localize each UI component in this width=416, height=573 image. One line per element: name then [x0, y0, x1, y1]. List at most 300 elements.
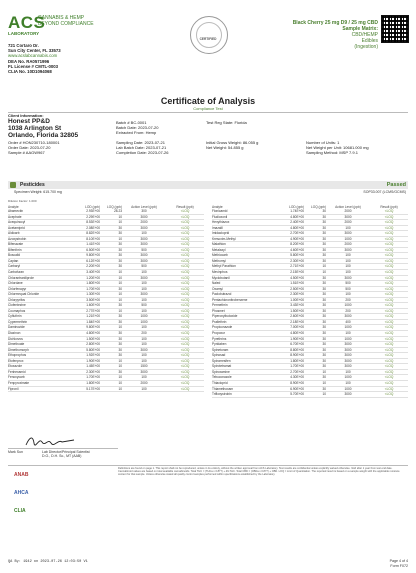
action-level-cell: 300 — [122, 209, 166, 214]
result-cell: <LOQ — [370, 342, 408, 348]
table-row — [8, 386, 204, 392]
sample-number: Sample # AAGW967 — [8, 150, 45, 155]
qa-signature-line: QA By: 1942 on 2023-07-26 12:03:50 V1 — [8, 560, 88, 564]
action-level-cell: 2000 — [326, 220, 370, 226]
lod-cell: 8.90E+00 — [274, 353, 304, 359]
analyte-cell: Dimethoate — [8, 342, 70, 348]
action-level-cell: 100 — [122, 231, 166, 237]
analyte-cell: Oxamyl — [212, 286, 274, 292]
lod-cell: 5.80E+00 — [274, 253, 304, 259]
result-cell: <LOQ — [370, 286, 408, 292]
result-cell: <LOQ — [370, 303, 408, 309]
analyte-cell: Carbofuran — [8, 270, 70, 276]
result-cell: <LOQ — [166, 292, 204, 298]
result-cell: <LOQ — [370, 231, 408, 237]
action-level-cell: 100 — [122, 358, 166, 364]
result-cell: <LOQ — [370, 275, 408, 281]
analyte-cell: Piperonylbutoxide — [212, 314, 274, 320]
lab-address — [8, 43, 61, 74]
result-cell: <LOQ — [370, 270, 408, 276]
batch-block — [116, 120, 158, 135]
loq-cell: 30 — [304, 319, 326, 325]
result-cell: <LOQ — [370, 253, 408, 259]
result-cell: <LOQ — [166, 325, 204, 331]
loq-cell: 30 — [100, 247, 122, 253]
action-level-cell: 3000 — [122, 369, 166, 375]
section-header-bar — [8, 181, 408, 189]
loq-cell: 30 — [304, 358, 326, 364]
analyte-cell: Propiconazole — [212, 325, 274, 331]
lod-cell: 5.17E+00 — [70, 386, 100, 392]
analyte-cell: Chlorfenapyr — [8, 286, 70, 292]
dates-block — [116, 140, 168, 155]
action-level-cell: 1000 — [122, 314, 166, 320]
lod-cell: 1.00E+00 — [274, 297, 304, 303]
analyte-cell: Trifloxystrobin — [212, 392, 274, 398]
loq-cell: 10 — [304, 264, 326, 270]
analyte-cell: Spinetoram — [212, 347, 274, 353]
col-analyte: Analyte — [212, 204, 223, 209]
result-cell: <LOQ — [370, 220, 408, 226]
loq-cell: 30 — [304, 325, 326, 331]
result-cell: <LOQ — [370, 358, 408, 364]
analyte-cell: Dichlorvos — [8, 336, 70, 342]
analyte-cell: Cyfluthrin — [8, 314, 70, 320]
tagline-2: BEYOND COMPLIANCE — [38, 21, 94, 27]
tagline-1: CANNABIS & HEMP — [38, 15, 85, 21]
result-cell: <LOQ — [370, 353, 408, 359]
loq-cell: 30 — [100, 253, 122, 259]
analyte-cell: Hexythiazox — [212, 220, 274, 226]
lab-logo-sub: LABORATORY — [8, 31, 40, 36]
loq-cell: 30 — [100, 314, 122, 320]
loq-cell: 10 — [100, 275, 122, 281]
weights-block — [206, 140, 258, 150]
result-cell: <LOQ — [370, 242, 408, 248]
loq-cell: 30 — [304, 225, 326, 231]
loq-cell: 30 — [304, 220, 326, 226]
loq-cell: 10 — [304, 392, 326, 398]
loq-cell: 30 — [304, 364, 326, 370]
action-level-cell: 100 — [122, 286, 166, 292]
lod-cell: 8.80E+00 — [274, 347, 304, 353]
analyte-cell: Acequinocyl — [8, 220, 70, 226]
loq-cell: 30 — [304, 297, 326, 303]
analyte-cell: Chlormequat Chloride — [8, 292, 70, 298]
lod-cell: 1.50E+00 — [70, 336, 100, 342]
action-level-cell: 500 — [326, 286, 370, 292]
action-level-cell: 500 — [326, 281, 370, 287]
loq-cell: 30 — [100, 264, 122, 270]
lod-cell: 2.15E+00 — [274, 270, 304, 276]
analyte-cell: Etoxazole — [8, 364, 70, 370]
col-action-level: Action Level (ppb) — [131, 204, 157, 209]
result-cell: <LOQ — [166, 386, 204, 392]
action-level-cell: 100 — [122, 270, 166, 276]
client-order-block — [8, 140, 60, 155]
loq-cell: 30 — [304, 375, 326, 381]
loq-cell: 30 — [100, 369, 122, 375]
client-info-label: Client Information: — [8, 113, 44, 118]
section-title: Pesticides — [20, 182, 45, 188]
lod-cell: 4.60E+00 — [274, 247, 304, 253]
result-cell: <LOQ — [166, 336, 204, 342]
loq-cell: 10 — [304, 369, 326, 375]
signer-name: Mark Sun — [8, 450, 23, 454]
analyte-cell: Pyrethrins — [212, 336, 274, 342]
lod-cell: 3.40E+00 — [70, 270, 100, 276]
result-cell: <LOQ — [166, 264, 204, 270]
qr-code-icon[interactable] — [381, 15, 409, 43]
analyte-cell: Fenoxycarb — [8, 375, 70, 381]
lod-cell: 2.93E+00 — [70, 209, 100, 214]
lod-cell: 2.30E+00 — [274, 258, 304, 264]
result-cell: <LOQ — [166, 331, 204, 337]
analyte-cell: Chlorpyrifos — [8, 297, 70, 303]
analyte-cell: Daminozide — [8, 325, 70, 331]
result-cell: <LOQ — [166, 358, 204, 364]
action-level-cell: 3000 — [122, 214, 166, 220]
action-level-cell: 3000 — [122, 347, 166, 353]
lod-cell: 1.90E+00 — [274, 336, 304, 342]
result-cell: <LOQ — [166, 297, 204, 303]
loq-cell: 30 — [304, 275, 326, 281]
lod-cell: 1.70E+00 — [70, 375, 100, 381]
loq-cell: 30 — [304, 286, 326, 292]
action-level-cell: 500 — [122, 264, 166, 270]
analyte-cell: Fipronil — [8, 386, 70, 392]
lod-cell: 2.30E+00 — [274, 292, 304, 298]
loq-cell: 10 — [100, 220, 122, 226]
lod-cell: 2.80E+00 — [70, 342, 100, 348]
analyte-cell: Pentachloronitrobenzene — [212, 297, 274, 303]
action-level-cell: 100 — [326, 331, 370, 337]
result-cell: <LOQ — [166, 258, 204, 264]
lod-cell: 2.18E+00 — [274, 319, 304, 325]
result-cell: <LOQ — [166, 253, 204, 259]
analyte-cell: Spiroxamine — [212, 369, 274, 375]
loq-cell: 30 — [100, 336, 122, 342]
lab-batch-date: Lab Batch Date: 2023-07-21 — [116, 145, 167, 150]
action-level-cell: 3000 — [326, 231, 370, 237]
result-cell: <LOQ — [370, 314, 408, 320]
sampling-date: Sampling Date: 2023-07-21 — [116, 140, 165, 145]
extracted-from: Extracted From: Hemp — [116, 130, 157, 135]
sampling-method: Sampling Method: MSP 7.9.1 — [306, 150, 358, 155]
analyte-cell: Captan — [8, 258, 70, 264]
action-level-cell: 2000 — [122, 220, 166, 226]
lab-logo: ACS — [8, 13, 46, 32]
loq-cell: 10 — [100, 325, 122, 331]
lod-cell: 4.80E+00 — [274, 331, 304, 337]
result-cell: <LOQ — [166, 286, 204, 292]
product-name: Black Cherry 25 mg D9 / 25 mg CBD — [292, 20, 378, 26]
action-level-cell: 3000 — [122, 292, 166, 298]
sop-reference: SOP33.007 (LCMS/GCMS) — [363, 190, 406, 194]
lod-cell: 2.70E+00 — [274, 231, 304, 237]
action-level-cell: 3000 — [122, 253, 166, 259]
matrix-3: (Ingestion) — [354, 44, 378, 50]
result-cell: <LOQ — [166, 231, 204, 237]
loq-cell: 30 — [100, 286, 122, 292]
loq-cell: 30 — [304, 336, 326, 342]
result-cell: <LOQ — [166, 380, 204, 386]
action-level-cell: 3000 — [326, 314, 370, 320]
action-level-cell: 1000 — [326, 236, 370, 242]
lod-cell: 4.80E+00 — [274, 214, 304, 220]
loq-cell: 30 — [304, 314, 326, 320]
lod-cell: 1.50E+00 — [274, 308, 304, 314]
loq-cell: 30 — [304, 247, 326, 253]
col-action-level: Action Level (ppb) — [335, 204, 361, 209]
analyte-cell: Flonicamid — [212, 209, 274, 214]
loq-cell: 10 — [100, 358, 122, 364]
result-cell: <LOQ — [166, 220, 204, 226]
result-cell: <LOQ — [370, 225, 408, 231]
pesticides-table-left — [8, 202, 204, 392]
result-cell: <LOQ — [166, 319, 204, 325]
report-subtitle: Compliance Test — [193, 106, 223, 111]
analyte-cell: Permethrin — [212, 303, 274, 309]
action-level-cell: 3000 — [326, 392, 370, 398]
action-level-cell: 3000 — [326, 247, 370, 253]
lod-cell: 1.92E+00 — [70, 353, 100, 359]
lod-cell: 2.60E+00 — [274, 314, 304, 320]
result-cell: <LOQ — [370, 281, 408, 287]
lod-cell: 2.40E+00 — [274, 220, 304, 226]
signer-title — [42, 450, 90, 458]
lod-cell: 5.70E+00 — [274, 392, 304, 398]
loq-cell: 30 — [304, 347, 326, 353]
loq-cell: 30 — [100, 353, 122, 359]
page-number — [360, 559, 408, 568]
lod-cell: 1.20E+00 — [70, 275, 100, 281]
loq-cell: 30 — [304, 308, 326, 314]
analyte-cell: Diazinon — [8, 331, 70, 337]
result-cell: <LOQ — [370, 308, 408, 314]
analyte-cell: Paclobutrazol — [212, 292, 274, 298]
loq-cell: 10 — [304, 380, 326, 386]
loq-cell: 30 — [304, 342, 326, 348]
client-street: 1038 Arlington St — [8, 125, 62, 132]
client-company: Honest PP&D — [8, 118, 50, 125]
table-header-row — [8, 202, 204, 209]
lod-cell: 1.90E+00 — [70, 358, 100, 364]
result-cell: <LOQ — [370, 297, 408, 303]
loq-cell: 10 — [100, 380, 122, 386]
lod-cell: 4.90E+00 — [274, 236, 304, 242]
lod-cell: 1.30E+00 — [70, 292, 100, 298]
analyte-cell: Fludioxonil — [212, 214, 274, 220]
action-level-cell: 200 — [326, 308, 370, 314]
lod-cell: 1.84E+00 — [70, 319, 100, 325]
analyte-cell: Boscalid — [8, 253, 70, 259]
analyte-cell: Naled — [212, 281, 274, 287]
loq-cell: 10 — [100, 214, 122, 220]
pesticides-table-right — [212, 202, 408, 398]
loq-cell: 30 — [100, 231, 122, 237]
anab-logo: ANAB — [14, 472, 29, 478]
lod-cell: 3.43E+00 — [274, 303, 304, 309]
result-cell: <LOQ — [370, 380, 408, 386]
loq-cell: 30 — [304, 253, 326, 259]
result-cell: <LOQ — [370, 392, 408, 398]
action-level-cell: 2000 — [122, 380, 166, 386]
action-level-cell: 500 — [122, 303, 166, 309]
result-cell: <LOQ — [370, 247, 408, 253]
page-label: Page 4 of 4 — [389, 559, 408, 563]
result-cell: <LOQ — [370, 375, 408, 381]
loq-cell: 30 — [304, 242, 326, 248]
analyte-cell: Fenhexamid — [8, 369, 70, 375]
loq-cell: 30 — [304, 386, 326, 392]
analyte-cell: Mevinphos — [212, 270, 274, 276]
specimen-weight: Specimen Weight: 615.700 mg — [14, 190, 62, 194]
form-number: Form F072 — [390, 563, 408, 568]
lod-cell: 4.30E+00 — [274, 375, 304, 381]
result-cell: <LOQ — [166, 236, 204, 242]
analyte-cell: Fenpyroximate — [8, 380, 70, 386]
action-level-cell: 3000 — [122, 258, 166, 264]
action-level-cell: 100 — [326, 380, 370, 386]
lod-cell: 4.50E+00 — [274, 275, 304, 281]
analyte-cell: Pyridaben — [212, 342, 274, 348]
analyte-cell: Chlordane — [8, 281, 70, 287]
report-title: Certificate of Analysis — [160, 96, 256, 106]
analyte-cell: Spinosad — [212, 353, 274, 359]
result-cell: <LOQ — [370, 336, 408, 342]
lod-cell: 8.20E+00 — [274, 242, 304, 248]
action-level-cell: 100 — [326, 264, 370, 270]
lod-cell: 2.77E+00 — [70, 308, 100, 314]
result-cell: <LOQ — [370, 292, 408, 298]
result-cell: <LOQ — [166, 369, 204, 375]
loq-cell: 30 — [304, 258, 326, 264]
dilution-factor: Dilution Factor: 1.000 — [8, 199, 37, 203]
analyte-cell: Carbaryl — [8, 264, 70, 270]
action-level-cell: 1500 — [122, 364, 166, 370]
loq-cell: 30 — [304, 331, 326, 337]
action-level-cell: 100 — [326, 369, 370, 375]
result-cell: <LOQ — [166, 308, 204, 314]
action-level-cell: 200 — [326, 297, 370, 303]
result-cell: <LOQ — [370, 258, 408, 264]
signature-rule — [8, 448, 118, 449]
lod-cell: 8.53E+00 — [70, 220, 100, 226]
result-cell: <LOQ — [166, 225, 204, 231]
lod-cell: 4.80E+00 — [274, 225, 304, 231]
action-level-cell: 100 — [326, 253, 370, 259]
matrix-1: CBD/HEMP — [351, 32, 378, 38]
analyte-cell: Imidacloprid — [212, 231, 274, 237]
action-level-cell: 200 — [122, 331, 166, 337]
loq-cell: 30 — [100, 258, 122, 264]
action-level-cell: 100 — [326, 270, 370, 276]
table-header-row — [212, 202, 408, 209]
loq-cell: 30 — [304, 209, 326, 214]
product-block — [238, 20, 378, 50]
order-date: Order Date: 2023-07-20 — [8, 145, 51, 150]
loq-cell: 30 — [304, 353, 326, 359]
loq-cell: 10 — [304, 270, 326, 276]
loq-cell: 10 — [100, 308, 122, 314]
action-level-cell: 1000 — [326, 375, 370, 381]
analyte-cell: Azoxystrobin — [8, 236, 70, 242]
col-loq: LOQ (ppb) — [106, 204, 122, 209]
analyte-cell: Spiromesifen — [212, 358, 274, 364]
analyte-cell: Imazalil — [212, 225, 274, 231]
certified-seal-text: CERTIFIED — [199, 37, 217, 41]
completion-date: Completion Date: 2023-07-26 — [116, 150, 169, 155]
result-cell: <LOQ — [166, 270, 204, 276]
clia-number: CLIA No. 10D1094068 — [8, 69, 52, 75]
action-level-cell: 100 — [122, 353, 166, 359]
loq-cell: 30 — [100, 303, 122, 309]
client-name — [8, 118, 78, 139]
certified-seal-inner — [196, 22, 222, 48]
lod-cell: 1.45E+00 — [70, 364, 100, 370]
result-cell: <LOQ — [166, 314, 204, 320]
action-level-cell: 100 — [122, 375, 166, 381]
action-level-cell: 2000 — [326, 242, 370, 248]
lod-cell: 2.08E+00 — [70, 225, 100, 231]
result-cell: <LOQ — [370, 319, 408, 325]
lod-cell: 2.50E+00 — [274, 286, 304, 292]
action-level-cell: 3000 — [122, 236, 166, 242]
result-cell: <LOQ — [166, 281, 204, 287]
lab-website[interactable]: www.acslabcannabis.com — [8, 53, 58, 59]
result-cell: <LOQ — [166, 247, 204, 253]
result-cell: <LOQ — [166, 275, 204, 281]
result-cell: <LOQ — [370, 264, 408, 270]
action-level-cell: 3000 — [122, 242, 166, 248]
loq-cell: 10 — [100, 292, 122, 298]
gross-weight: Initial Gross Weight: 86.055 g — [206, 140, 259, 145]
number-of-units: Number of Units: 1 — [306, 140, 340, 145]
analyte-cell: Methyl Parathion — [212, 264, 274, 270]
address-line-2: Sun City Center, FL 33573 — [8, 48, 61, 54]
lod-cell: 8.90E+00 — [274, 380, 304, 386]
action-level-cell: 3000 — [326, 347, 370, 353]
lod-cell: 8.82E+00 — [70, 231, 100, 237]
action-level-cell: 100 — [122, 325, 166, 331]
action-level-cell: 3000 — [122, 225, 166, 231]
analyte-cell: Tebuconazole — [212, 375, 274, 381]
action-level-cell: 1000 — [326, 303, 370, 309]
batch-date: Batch Date: 2023-07-20 — [116, 125, 159, 130]
lod-cell: 6.90E+00 — [274, 386, 304, 392]
loq-cell: 30 — [100, 319, 122, 325]
analyte-cell: Methiocarb — [212, 253, 274, 259]
loq-cell: 28.23 — [100, 209, 122, 214]
action-level-cell: 3000 — [326, 342, 370, 348]
net-weight: Net Weight: 54.855 g — [206, 145, 244, 150]
lod-cell: 2.71E+00 — [274, 264, 304, 270]
result-cell: <LOQ — [166, 347, 204, 353]
action-level-cell: 1000 — [326, 336, 370, 342]
loq-cell: 30 — [100, 225, 122, 231]
action-level-cell: 100 — [122, 308, 166, 314]
action-level-cell: 500 — [122, 247, 166, 253]
signer-degrees: D.O., D.H. Sc., MT (AAB) — [42, 454, 82, 458]
dea-number: DEA No. RA0571996 — [8, 58, 50, 64]
lod-cell: 3.50E+00 — [70, 297, 100, 303]
col-lod: LOD (ppb) — [289, 204, 304, 209]
analyte-cell: Abamectin — [8, 209, 70, 214]
loq-cell: 30 — [100, 331, 122, 337]
loq-cell: 10 — [100, 281, 122, 287]
order-number: Order # HON230710-180001 — [8, 140, 60, 145]
